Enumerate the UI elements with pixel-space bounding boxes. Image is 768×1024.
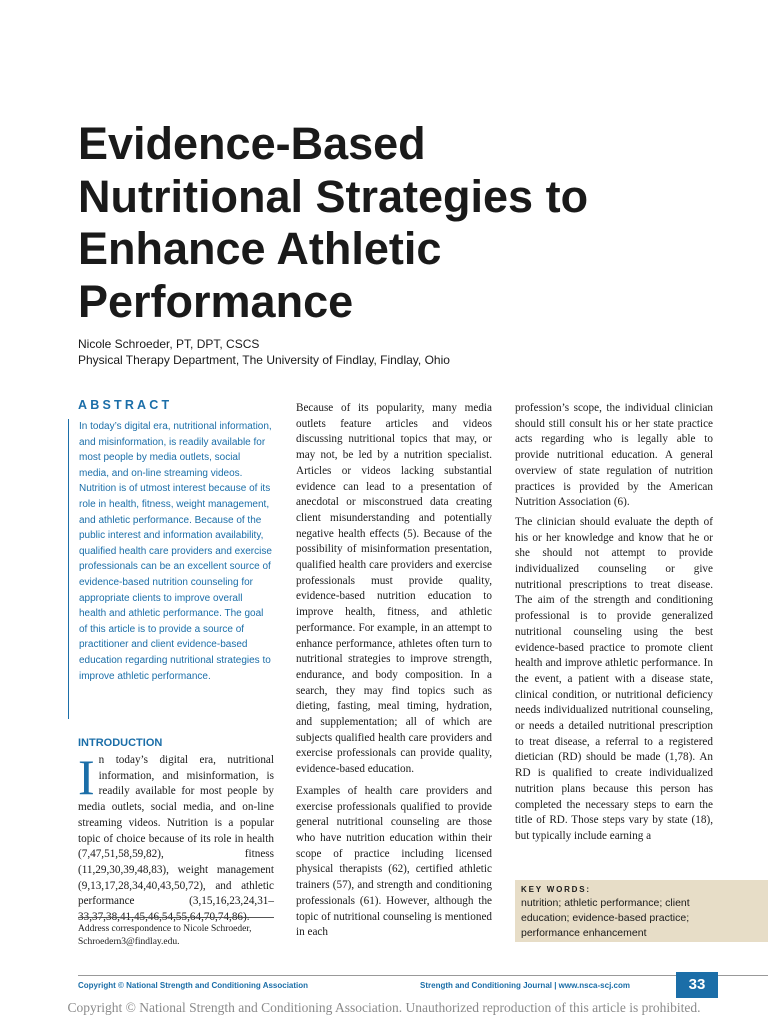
paragraph: profession’s scope, the individual clinician should still consult his or her state practice acts regarding who is legally able to provide nutritional education. A general overview of state regulation of nutrition practices is provided by the American Nutrition Association (6). [515, 402, 713, 509]
title-line: Performance [78, 275, 354, 327]
abstract-text: In today’s digital era, nutritional information, and misinformation, is readily available for most people by media outlets, social media, and on-line streaming videos. Nutrition is of utmost interest because of its role in health, fitness, weight management, and athletic performance. Because of the public interest and information availability, qualified health care providers and exercise professionals can be an excellent source of evidence-based nutrition counseling for appropriate clients to improve overall health and athletic performance. The goal of this article is to provide a source of practitioner and client evidence-based education regarding nutritional strategies to improve athletic performance. [79, 421, 272, 682]
introduction-text: n today’s digital era, nutritional information, and misinformation, is readily available for most people by media outlets, social media, and on-line streaming videos. Nutrition is a popular topic of choice because of its role in health (7,47,51,58,59,82), fitness (11,29,30,39,48,83), weight management (9,13,17,28,34,40,43,50,72), and athletic performance (3,15,16,23,24,31–33,37,38,41,45,46,54,55,64,70,74,86). [78, 754, 274, 924]
paragraph: Examples of health care providers and exercise professionals qualified to provide general nutritional counseling are those who have nutrition education within their scope of practice including licensed physical therapists (62), certified athletic trainers (57), and strength and conditioning professionals (61). However, although the topic of nutritional counseling is mentioned in each [296, 784, 492, 939]
drop-cap: I [78, 749, 95, 805]
correspondence-note: Address correspondence to Nicole Schroeder, Schroedern3@findlay.edu. [78, 924, 252, 947]
title-line: Evidence-Based [78, 118, 426, 169]
footer-divider [78, 975, 768, 976]
page-number: 33 [676, 972, 718, 998]
middle-column [296, 401, 492, 941]
title-line: Nutritional Strategies to [78, 170, 589, 222]
paragraph: The clinician should evaluate the depth of his or her knowledge and know that he or she should not attempt to provide individualized counseling or give nutritional prescriptions to treat disease. The aim of the strength and conditioning professional is to provide generalized nutritional counseling using the best evidence-based practice to promote client health and improve athletic performance. In the event, a patient with a disease state, clinical condition, or nutritional deficiency needs individualized nutritional counseling, or needs a detailed nutritional prescription to treat disease, a referral to a registered dietician (RD) should be made (1,78). An RD is qualified to create individualized nutrition plans because this person has completed the necessary steps to earn the title of RD. Those steps vary by state (18), but typically include earning a [515, 515, 713, 842]
introduction-heading: INTRODUCTION [78, 737, 163, 749]
copyright-notice: Copyright © National Strength and Conditioning Association. Unauthorized reproduction of this article is prohibited. [67, 1000, 701, 1015]
keywords-text: nutrition; athletic performance; client education; evidence-based practice; performance enhancement [521, 897, 690, 939]
affiliation: Physical Therapy Department, The University of Findlay, Findlay, Ohio [78, 353, 450, 367]
paragraph: Because of its popularity, many media outlets feature articles and videos discussing nutritional topics that may, or may not, be led by a nutrition specialist. Articles or videos lacking substantial evidence can lead to a presentation of anecdotal or misconstrued data creating client misunderstanding and potentially negative health effects (5). Because of the possibility of misinformation presentation, qualified health care providers and exercise professionals must provide quality, evidence-based nutrition education to improve health, fitness, and athletic performance. For example, in an attempt to enhance performance, athletes often turn to nutritional strategies to improve strength, endurance, and body composition. In a search, they may find topics such as dieting, fasting, meal timing, hydration, and supplementation; all of which are subjects qualified health care providers and exercise professionals can provide quality, evidence-based education. [296, 402, 492, 776]
title-line: Enhance Athletic [78, 223, 442, 274]
abstract-box [68, 419, 272, 719]
article-title [78, 118, 718, 328]
keywords-heading: KEY WORDS: [521, 885, 591, 894]
author-name: Nicole Schroeder, PT, DPT, CSCS [78, 337, 260, 351]
abstract-heading: ABSTRACT [78, 398, 173, 412]
right-column [515, 401, 713, 845]
introduction-column [78, 749, 274, 926]
footnote-divider [78, 917, 274, 918]
footer-journal: Strength and Conditioning Journal | www.nsca-scj.com [420, 981, 630, 990]
footer-copyright: Copyright © National Strength and Conditioning Association [78, 981, 309, 990]
